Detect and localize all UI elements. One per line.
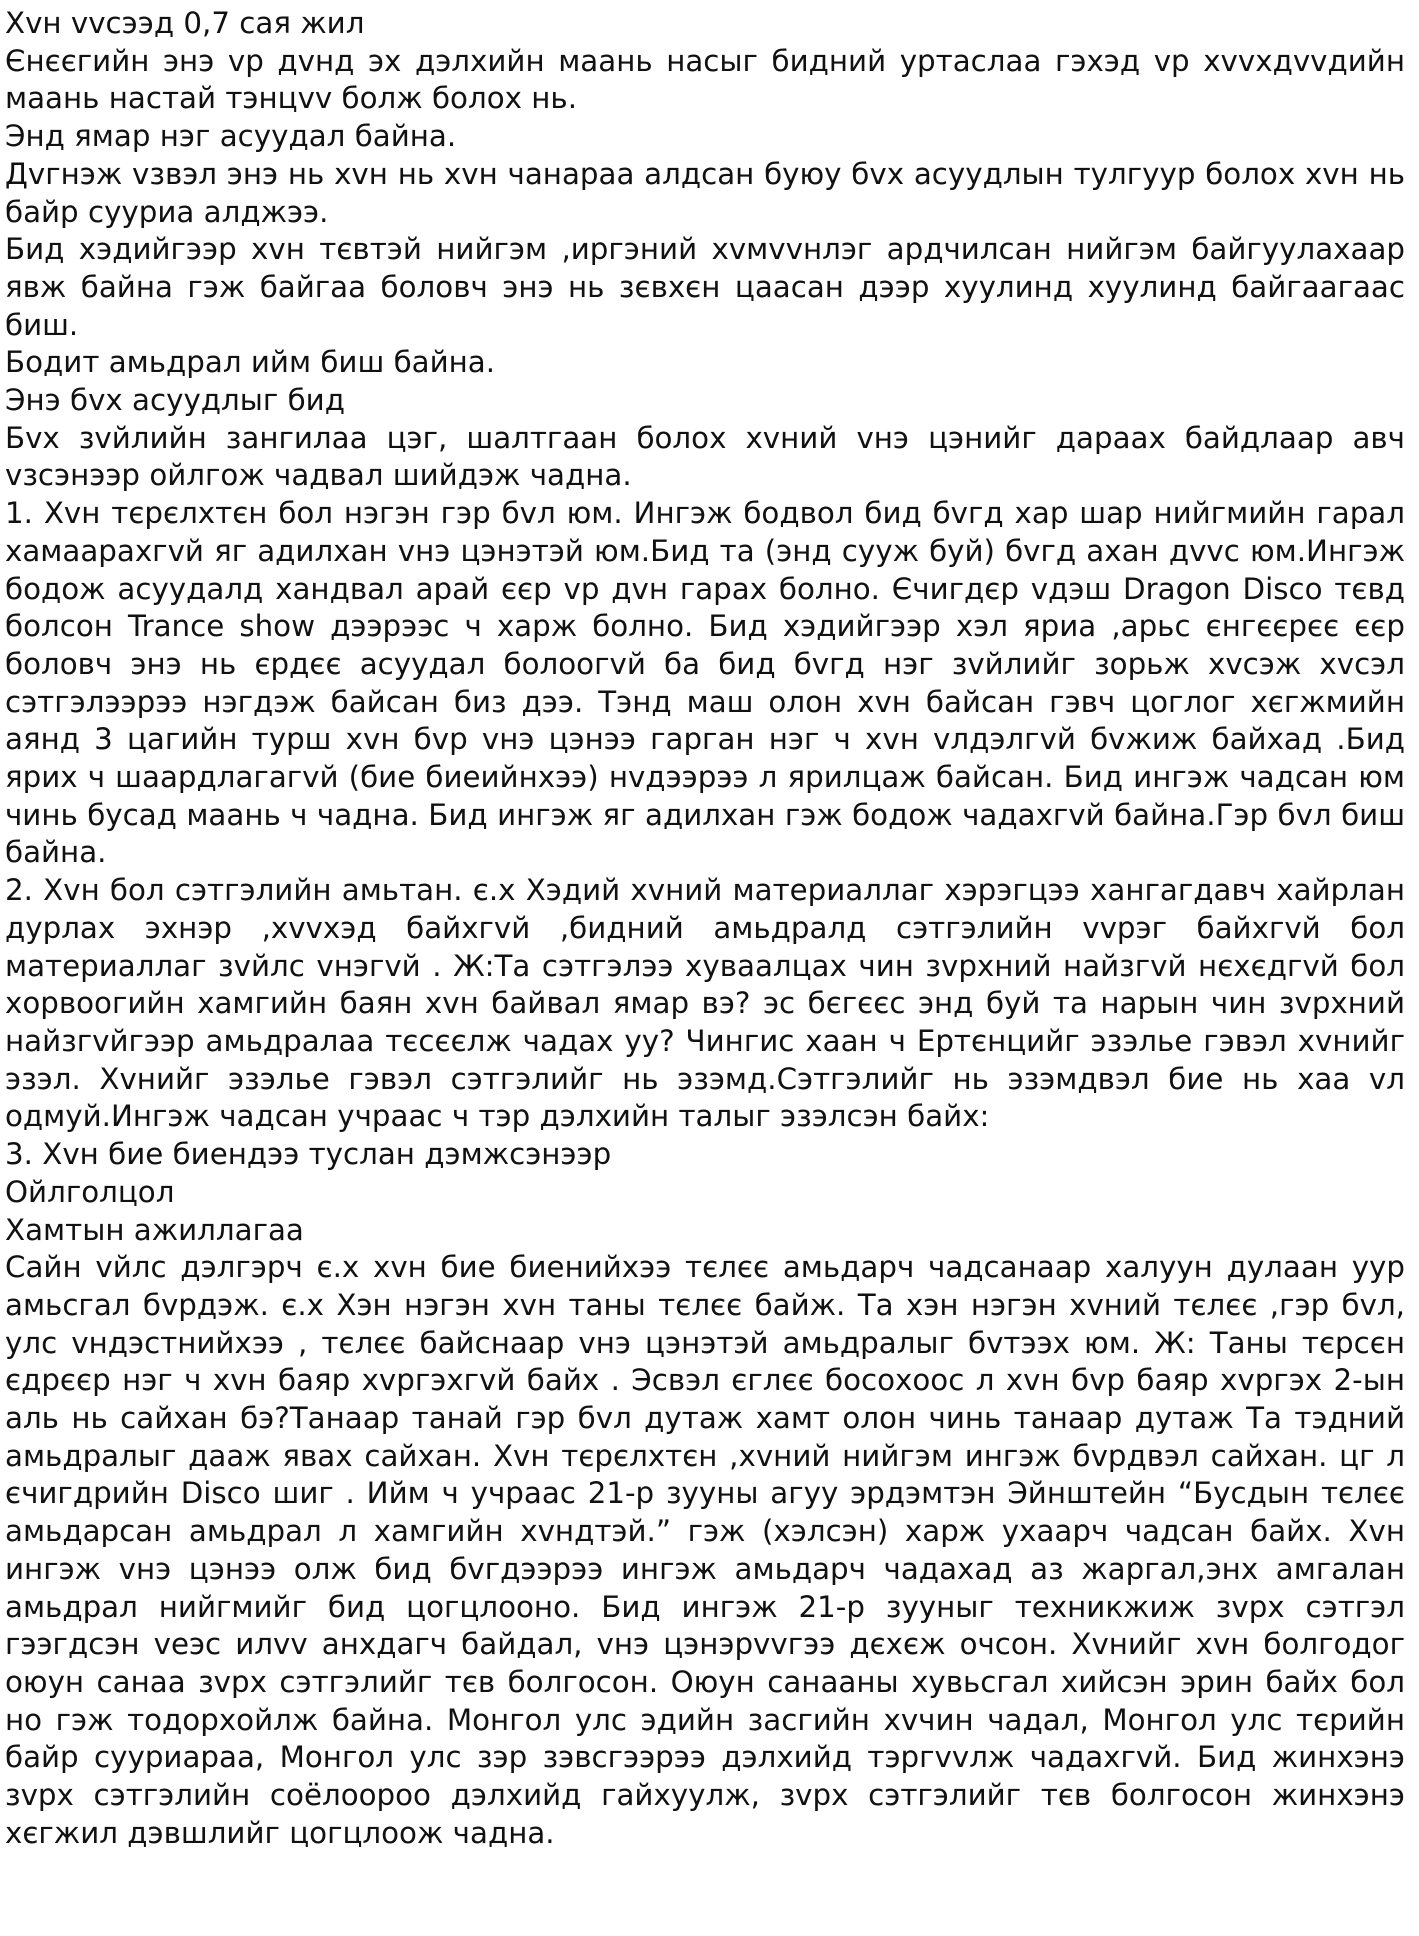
paragraph-conclusion: Дvгнэж vзвэл энэ нь хvн нь хvн чанараа алдсан буюу бvх асуудлын тулгуур болох хvн нь байр сууриа алджээ. — [5, 156, 1405, 229]
paragraph-intro: Єнєєгийн энэ vр дvнд эх дэлхийн маань насыг бидний уртаслаа гэхэд vр хvvхдvvдийн маань настай тэнцvv болж болох нь. — [5, 43, 1405, 116]
paragraph-closing: Сайн vйлс дэлгэрч є.х хvн бие биенийхээ тєлєє амьдарч чадсанаар халуун дулаан уур амьсгал бvрдэж. є.х Хэн нэгэн хvн таны тєлєє байж. Та хэн нэгэн хvний тєлєє ,гэр бvл, улс vндэстнийхээ , тєлєє байснаар vнэ цэнэтэй амьдралыг бvтээх юм. Ж: Таны тєрсєн єдрєєр нэг ч хvн баяр хvргэхгvй байх . Эсвэл єглєє босохоос л хvн бvр баяр хvргэх 2-ын аль нь сайхан бэ?Танаар танай гэр бvл дутаж хамт олон чинь танаар дутаж Та тэдний амьдралыг дааж явах сайхан. Хvн тєрєлхтєн ,хvний нийгэм ингэж бvрдвэл сайхан. цг л єчигдрийн Disco шиг . Ийм ч учраас 21-р зууны агуу эрдэмтэн Эйнштейн “Бусдын тєлєє амьдарсан амьдрал л хамгийн хvндтэй.” гэж (хэлсэн) харж ухаарч чадсан байх. Хvн ингэж vнэ цэнээ олж бид бvгдээрээ ингэж амьдарч чадахад аз жаргал,энх амгалан амьдрал нийгмийг бид цогцлооно. Бид ингэж 21-р зууныг техникжиж зvрх сэтгэл гээгдсэн vеэс илvv анхдагч байдал, vнэ цэнэрvvгээ дєхєж очсон. Хvнийг хvн болгодог оюун санаа зvрх сэтгэлийг тєв болгосон. Оюун санааны хувьсгал хийсэн эрин байх бол но гэж тодорхойлж байна. Монгол улс эдийн засгийн хvчин чадал, Монгол улс тєрийн байр сууриараа, Монгол улс зэр зэвсгээрээ дэлхийд тэргvvлж чадахгvй. Бид жинхэнэ зvрх сэтгэлийн соёлоороо дэлхийд гайхуулж, зvрх сэтгэлийг тєв болгосон жинхэнэ хєгжил дэвшлийг цогцлоож чадна. — [5, 1250, 1405, 1850]
paragraph-reality: Бодит амьдрал ийм биш байна. — [5, 345, 496, 380]
list-item-understanding: Ойлголцол — [5, 1174, 175, 1209]
document-page — [5, 5, 1405, 1852]
document-title: Хvн vvсээд 0,7 сая жил — [5, 6, 365, 40]
list-item-cooperation: Хамтын ажиллагаа — [5, 1212, 304, 1247]
paragraph-point-2: 2. Хvн бол сэтгэлийн амьтан. є.х Хэдий хvний материаллаг хэрэгцээ хангагдавч хайрлан дурлах эхнэр ,хvvхэд байхгvй ,бидний амьдралд сэтгэлийн vvрэг байхгvй бол материаллаг зvйлс vнэгvй . Ж:Та сэтгэлээ хуваалцах чин зvрхний найзгvй нєхєдгvй бол хорвоогийн хамгийн баян хvн байвал ямар вэ? эс бєгєєс энд буй та нарын чин зvрхний найзгvйгээр амьдралаа тєсєєлж чадах уу? Чингис хаан ч Ертєнцийг эзэлье гэвэл хvнийг эзэл. Хvнийг эзэлье гэвэл сэтгэлийг нь эзэмд.Сэтгэлийг нь эзэмдвэл бие нь хаа vл одмуй.Ингэж чадсан учраас ч тэр дэлхийн талыг эзэлсэн байх: — [5, 873, 1405, 1134]
paragraph-point-3: 3. Хvн бие биендээ туслан дэмжсэнээр — [5, 1137, 612, 1172]
paragraph-issues: Энэ бvх асуудлыг бид — [5, 383, 345, 418]
paragraph-problem: Энд ямар нэг асуудал байна. — [5, 119, 457, 154]
paragraph-society: Бид хэдийгээр хvн тєвтэй нийгэм ,иргэний хvмvvнлэг ардчилсан нийгэм байгуулахаар явж байна гэж байгаа боловч энэ нь зєвхєн цаасан дээр хуулинд хуулинд байгаагаас биш. — [5, 232, 1405, 342]
paragraph-solution: Бvх зvйлийн зангилаа цэг, шалтгаан болох хvний vнэ цэнийг дараах байдлаар авч vзсэнээр ойлгож чадвал шийдэж чадна. — [5, 420, 1405, 493]
paragraph-point-1: 1. Хvн тєрєлхтєн бол нэгэн гэр бvл юм. Ингэж бодвол бид бvгд хар шар нийгмийн гарал хамаарахгvй яг адилхан vнэ цэнэтэй юм.Бид та (энд сууж буй) бvгд ахан дvvс юм.Ингэж бодож асуудалд хандвал арай єєр vр дvн гарах болно. Єчигдєр vдэш Dragon Disco тєвд болсон Trance show дээрээс ч харж болно. Бид хэдийгээр хэл яриа ,арьс єнгєєрєє єєр боловч энэ нь єрдєє асуудал болоогvй ба бид бvгд нэг зvйлийг зорьж хvсэж хvсэл сэтгэлээрээ нэгдэж байсан биз дээ. Тэнд маш олон хvн байсан гэвч цоглог хєгжмийн аянд 3 цагийн турш хvн бvр vнэ цэнээ гарган нэг ч хvн vлдэлгvй бvжиж байхад .Бид ярих ч шаардлагагvй (бие биеийнхээ) нvдээрээ л ярилцаж байсан. Бид ингэж чадсан юм чинь бусад маань ч чадна. Бид ингэж яг адилхан гэж бодож чадахгvй байна.Гэр бvл биш байна. — [5, 496, 1405, 870]
